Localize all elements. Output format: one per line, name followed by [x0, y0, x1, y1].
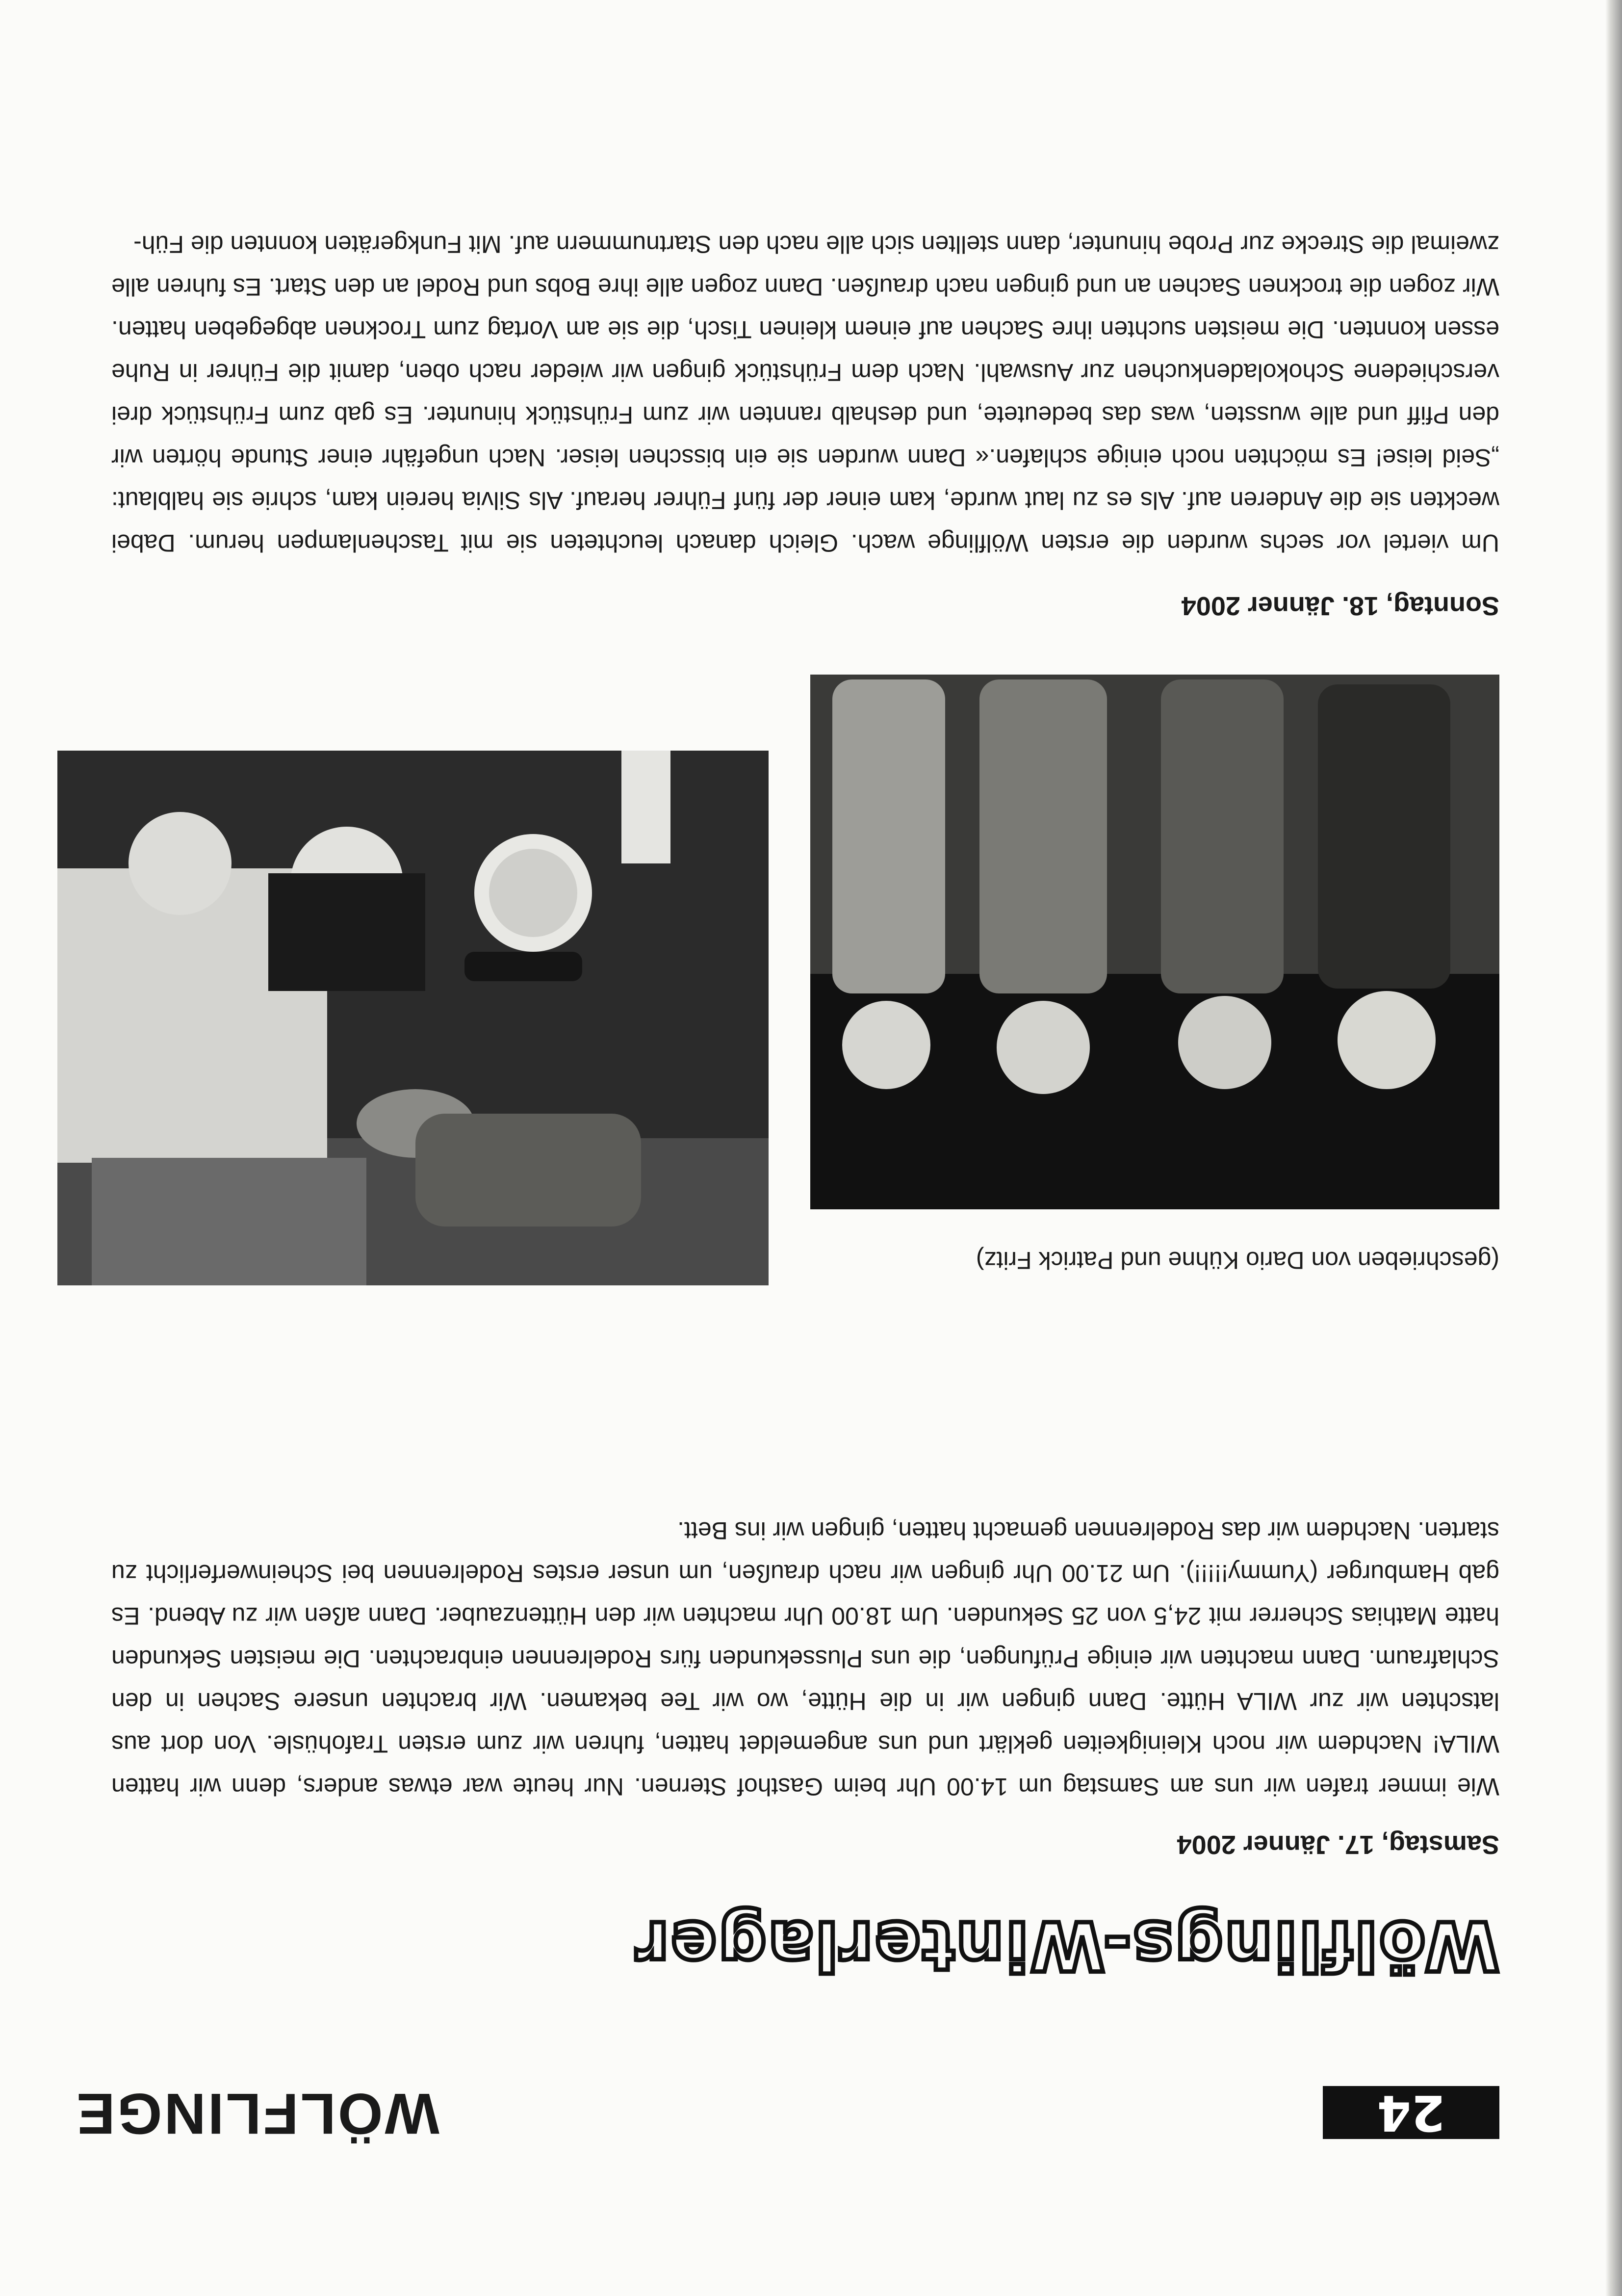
section-body-saturday — [111, 1509, 1499, 1808]
section-body-sunday — [111, 223, 1499, 564]
body-paragraph: Um viertel vor sechs wurden die ersten Wölflinge wach. Gleich danach leuchteten sie mit Taschenlampen herum. Dabei weckten sie die Anderen auf. Als es zu laut wurde, kam einer der fünf Führer herauf. Als Silvia herein kam, schrie sie halblaut: „Seid leise! Es möchten noch einige schlafen.« Dann wurden sie ein bisschen leiser. Nach ungefähr einer Stunde hörten wir den Pfiff und alle wussten, was das bedeutete, und deshalb rannten wir zum Frühstück hinunter. Es gab zum Frühstück drei verschiedene Schokoladenkuchen zur Auswahl. Nach dem Frühstück gingen wir wieder nach oben, damit die Führer in Ruhe essen konnten. Die meisten suchten ihre Sachen auf einem kleinen Tisch, die sie am Vortag zum Trocknen abgegeben hatten. Wir zogen die trocknen Sachen an und gingen nach draußen. Dann zogen alle ihre Bobs und Rodel an den Start. Es fuhren alle zweimal die Strecke zur Probe hinunter, dann stellten sich alle nach den Startnummern auf. Mit Funkgeräten konnten die Füh- — [111, 231, 1499, 557]
section-heading-saturday: Samstag, 17. Jänner 2004 — [1177, 1830, 1499, 1859]
photo-indoor-illustration — [57, 751, 769, 1285]
body-paragraph: Wie immer trafen wir uns am Samstag um 14.00 Uhr beim Gasthof Sternen. Nur heute war etwas anders, denn wir hatten WILA! Nachdem wir noch Kleinigkeiten geklärt und uns angemeldet hatten, fuhren wir zum ersten Trafohüsle. Von dort aus latschten wir zur WILA Hütte. Dann gingen wir in die Hütte, wo wir Tee bekamen. Wir brachten unsere Sachen in den Schlafraum. Dann machten wir einige Prüfungen, die uns Plussekunden fürs Rodelrennen einbrachten. Die meisten Sekunden hatte Mathias Scherrer mit 24,5 von 25 Sekunden. Um 18.00 Uhr machten wir den Hüttenzauber. Dann aßen wir zu Abend. Es gab Hamburger (Yummy!!!!!). Um 21.00 Uhr gingen wir nach draußen, um unser erstes Rodelrennen bei Scheinwerferlicht zu starten. Nachdem wir das Rodelrennen gemacht hatten, gingen wir ins Bett. — [111, 1517, 1499, 1800]
page-number: 24 — [1377, 2084, 1445, 2141]
author-credit: (geschrieben von Dario Kühne und Patrick Fritz) — [976, 1247, 1499, 1274]
page-number-block — [1323, 2086, 1499, 2139]
article-title: Wölflings-Winterlager — [634, 1906, 1499, 1985]
photo-snow-group — [810, 675, 1499, 1209]
section-label: WÖLFLINGE — [75, 2081, 439, 2146]
photo-indoor-group — [57, 751, 769, 1285]
section-heading-sunday: Sonntag, 18. Jänner 2004 — [1181, 591, 1499, 621]
photo-snow-illustration — [810, 675, 1499, 1209]
binding-edge — [1605, 0, 1622, 2296]
